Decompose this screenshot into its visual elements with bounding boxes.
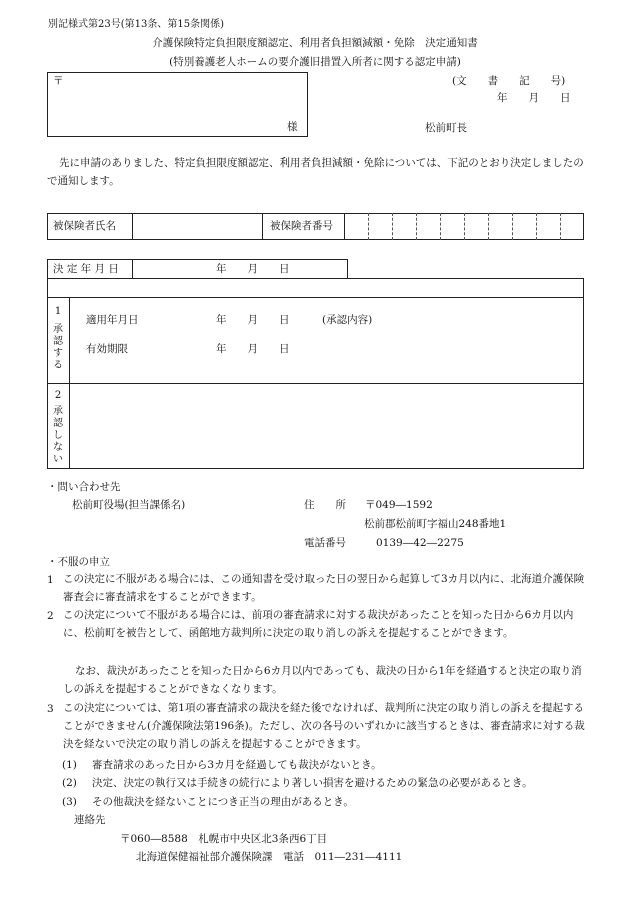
- appeal-heading: ・不服の申立: [47, 556, 110, 568]
- honorific-sama: 様: [287, 121, 298, 133]
- appeal-contact-address: 〒060―8588 札幌市中央区北3条西6丁目: [120, 833, 328, 845]
- appeal-sub1-number: (1): [62, 759, 77, 771]
- appeal-item2-number: 2: [47, 610, 54, 622]
- appeal-sub2-number: (2): [62, 777, 77, 789]
- insured-number-label: 被保険者番号: [270, 220, 333, 232]
- appeal-item3: この決定については、第1項の審査請求の裁決を経た後でなければ、裁判所に決定の取り消しの訴えを提起することができません(介護保険法第196条)。ただし、次の各号のいずれかに該当するときは、審査請求に対する裁決を経ないで決定の取り消しの訴えを提起することができます。: [63, 702, 585, 750]
- validity-period-value: 年 月 日: [216, 343, 290, 355]
- appeal-item3-number: 3: [47, 703, 54, 715]
- decision-table: [47, 278, 584, 469]
- appeal-sub3-number: (3): [62, 796, 77, 808]
- approve-number: 1: [54, 306, 62, 317]
- decision-date-label: 決 定 年 月 日: [53, 263, 119, 275]
- decision-date-value: 年 月 日: [216, 263, 290, 275]
- applicable-date-value: 年 月 日: [216, 314, 290, 326]
- address-box: [47, 72, 308, 137]
- appeal-sub3: その他裁決を経ないことにつき正当の理由があるとき。: [92, 796, 354, 808]
- form-number: 別記様式第23号(第13条、第15条関係): [48, 19, 224, 30]
- appeal-sub1: 審査請求のあった日から3カ月を経過しても裁決がないとき。: [92, 759, 382, 771]
- reject-number: 2: [54, 390, 62, 401]
- applicable-date-label: 適用年月日: [86, 314, 139, 326]
- insured-name-label: 被保険者氏名: [53, 220, 116, 232]
- contact-phone: 0139―42―2275: [376, 537, 464, 549]
- reject-label: 承認しない: [53, 406, 63, 465]
- document-code-label: (文 書 記 号): [452, 75, 566, 87]
- contact-office: 松前町役場(担当課係名): [72, 499, 186, 511]
- contact-heading: ・問い合わせ先: [47, 481, 121, 493]
- appeal-item2: この決定について不服がある場合には、前項の審査請求に対する裁決があったことを知った日から6カ月以内に、松前町を被告として、函館地方裁判所に決定の取り消しの訴えを提起することができます。: [63, 609, 574, 639]
- appeal-contact-office: 北海道保健福祉部介護保険課 電話 011―231―4111: [136, 851, 403, 863]
- document-subtitle: (特別養護老人ホームの要介護旧措置入所者に関する認定申請): [169, 56, 461, 68]
- contact-phone-label: 電話番号: [304, 537, 346, 549]
- contact-address: 松前郡松前町字福山248番地1: [364, 518, 507, 530]
- appeal-item1-number: 1: [47, 574, 54, 586]
- approve-label: 承認する: [53, 324, 63, 371]
- appeal-sub2: 決定、決定の執行又は手続きの続行により著しい損害を避けるための緊急の必要があるとき。: [92, 777, 533, 789]
- postal-mark: 〒: [53, 75, 64, 87]
- appeal-item2-note: なお、裁決があったことを知った日から6カ月以内であっても、裁決の日から1年を経過すると決定の取り消しの訴えを提起することができなくなります。: [63, 665, 582, 695]
- contact-address-label: 住 所: [304, 499, 346, 511]
- issuer: 松前町長: [425, 122, 467, 134]
- intro-text: 先に申請のありました、特定負担限度額認定、利用者負担減額・免除については、下記のとおり決定しましたので通知します。: [47, 157, 584, 187]
- document-title: 介護保険特定負担限度額認定、利用者負担額減額・免除 決定通知書: [152, 37, 478, 49]
- contact-postal: 〒049―1592: [365, 499, 433, 511]
- validity-period-label: 有効期限: [86, 343, 128, 355]
- appeal-item1: この決定に不服がある場合には、この通知書を受け取った日の翌日から起算して3カ月以内に、北海道介護保険審査会に審査請求をすることができます。: [63, 573, 585, 603]
- approval-content-label: (承認内容): [322, 314, 373, 326]
- issue-date: 年 月 日: [497, 92, 571, 104]
- appeal-contact-heading: 連絡先: [74, 814, 106, 826]
